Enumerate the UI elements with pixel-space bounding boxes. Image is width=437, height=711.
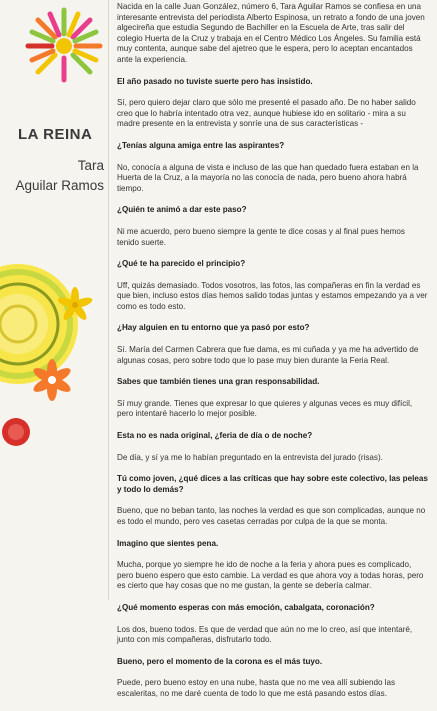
article-intro: Nacida en la calle Juan González, número 6, Tara Aguilar Ramos se confiesa en una interesante entrevista del periodista Alberto Espinosa, un retrato a fondo de una joven algecireña que estudia Segundo de Bachiller en la Escuela de Arte, tras salir del colegio Huerta de la Cruz y trabaja en el Centro Médico Los Ángeles. Su familia está muy contenta, aunque sabe del ajetreo que le espera, pero lo aceptan encantados ante la experiencia. — [117, 2, 425, 64]
qa-item — [117, 657, 429, 700]
decorative-illustration — [0, 0, 107, 600]
answer-text: Ni me acuerdo, pero bueno siempre la gente te dice cosas y al final pues hemos tenido suerte. — [117, 226, 405, 247]
question-text: Tú como joven, ¿qué dices a las críticas que hay sobre este colectivo, las peleas y todo lo demás? — [117, 474, 428, 494]
answer-text: Los dos, bueno todos. Es que de verdad que aún no me lo creo, así que intentaré, junto con mis compañeras, disfrutarlo todo. — [117, 624, 413, 645]
article-byline — [8, 156, 104, 196]
concentric-circles-icon — [0, 264, 78, 384]
qa-item — [117, 141, 429, 194]
question-text: Esta no es nada original, ¿feria de día o de noche? — [117, 431, 313, 441]
column-divider — [108, 0, 109, 600]
question-text: ¿Hay alguien en tu entorno que ya pasó por esto? — [117, 323, 310, 333]
sidebar — [0, 0, 107, 600]
byline-first-name: Tara — [77, 158, 104, 173]
answer-text: Sí. María del Carmen Cabrera que fue dama, es mi cuñada y ya me ha advertido de algunas cosas, pero sobre todo que lo pase muy bien durante la Feria Real. — [117, 345, 419, 365]
question-text: Sabes que también tienes una gran responsabilidad. — [117, 377, 320, 387]
question-text: ¿Qué momento esperas con más emoción, cabalgata, coronación? — [117, 602, 375, 612]
answer-text: Uff, quizás demasiado. Todos vosotros, las fotos, las compañeras en fin la verdad es que bien, incluso estos días hemos salido todas juntas y estamos empezando ya a ver como es todo esto. — [117, 280, 428, 311]
answer-text: Sí muy grande. Tienes que expresar lo que quieres y algunas veces es muy difícil, pero intentaré hacerlo lo mejor posible. — [117, 398, 413, 419]
qa-item — [117, 77, 429, 130]
question-text: Bueno, pero el momento de la corona es el más tuyo. — [117, 656, 323, 666]
qa-item — [117, 431, 429, 463]
answer-text: No, conocía a alguna de vista e incluso de las que han quedado fuera estaban en la Huerta de la Cruz, a la mayoría no las conocía de nada, pero bueno ahora habrá tiempo. — [117, 162, 419, 193]
qa-item — [117, 323, 429, 366]
qa-item — [117, 377, 429, 420]
question-text: El año pasado no tuviste suerte pero has insistido. — [117, 76, 313, 86]
question-text: Imagino que sientes pena. — [117, 538, 219, 548]
qa-item — [117, 205, 429, 248]
answer-text: Mucha, porque yo siempre he ido de noche a la feria y ahora pues es complicado, pero bueno espero que esto cambie. La verdad es que ahora voy a todas horas, pero es cierto que hay cosas que no me gustan, la gente se debería calmar. — [117, 560, 424, 591]
answer-text: Puede, pero bueno estoy en una nube, hasta que no me vea allí subiendo las escaleritas, no me daré cuenta de todo lo que me está pasando estos días. — [117, 678, 396, 698]
qa-item — [117, 603, 429, 646]
article-body — [117, 2, 429, 711]
answer-text: De día, y sí ya me lo habían preguntado en la entrevista del jurado (risas). — [117, 452, 383, 462]
question-text: ¿Quién te animó a dar este paso? — [117, 205, 247, 215]
answer-text: Sí, pero quiero dejar claro que sólo me presenté el pasado año. De no haber salido creo que lo habría intentado otra vez, aunque hubiese ido en solitario - mira a su madre presente en la entrevista y sonríe una de sus características - — [117, 98, 416, 129]
sunburst-icon — [28, 10, 100, 80]
qa-item — [117, 539, 429, 592]
answer-text: Bueno, que no beban tanto, las noches la verdad es que son complicadas, aunque no es todo el mundo, pero ves casetas cerradas por culpa de la que se monta. — [117, 506, 426, 526]
byline-surname: Aguilar Ramos — [15, 178, 104, 193]
qa-item — [117, 259, 429, 312]
question-text: ¿Qué te ha parecido el principio? — [117, 259, 246, 269]
article-headline: LA REINA — [18, 126, 93, 143]
question-text: ¿Tenías alguna amiga entre las aspirantes? — [117, 140, 285, 150]
qa-item — [117, 474, 429, 527]
red-circle-icon — [2, 418, 30, 446]
